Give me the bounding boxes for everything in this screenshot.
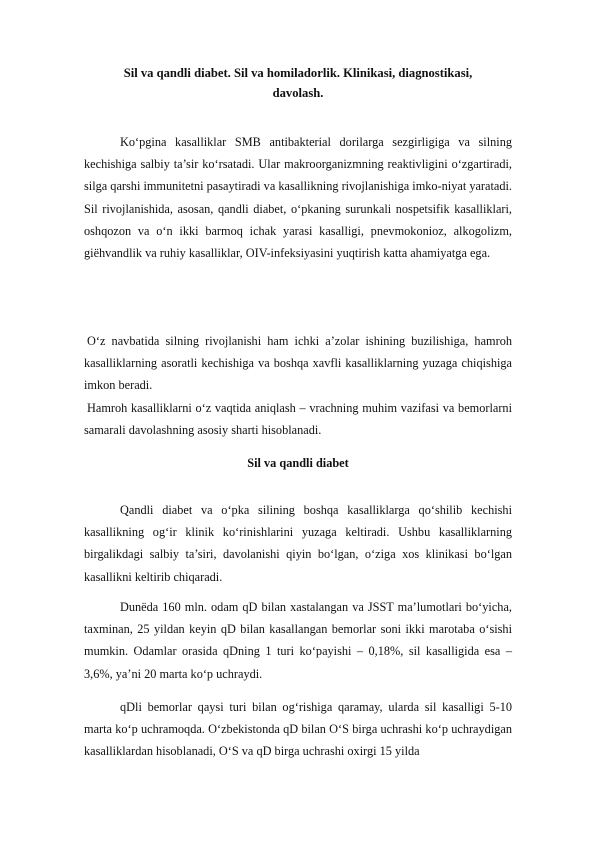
paragraph-uzbekistan: qDli bemorlar qaysi turi bilan og‘rishiga qaramay, ularda sil kasalligi 5-10 marta ko‘p uchramoqda. O‘zbekistonda qD bilan O‘S birga uchrashi ko‘p uchraydigan kasalliklardan hisoblanadi, O‘S va qD birga uchrashi oxirgi 15 yilda [84, 700, 512, 759]
paragraph-statistics: Dunёda 160 mln. odam qD bilan xastalangan va JSST ma’lumotlari bo‘yicha, taxminan, 25 yildan keyin qD bilan kasallangan bemorlar soni ikki marotaba o‘sishi mumkin. Odamlar orasida qDning 1 turi ko‘payishi – 0,18%, sil kasalligida esa – 3,6%, ya’ni 20 marta ko‘p uchraydi. [84, 600, 512, 681]
paragraph-detection: Hamroh kasalliklarni o‘z vaqtida aniqlash – vrachning muhim vazifasi va bemorlarni samarali davolashning asosiy sharti hisoblanadi. [84, 401, 512, 438]
paragraph-complications: O‘z navbatida silning rivojlanishi ham ichki a’zolar ishining buzilishiga, hamroh kasalliklarning asoratli kechishiga va boshqa xavfli kasalliklarning yuzaga chiqishiga imkon beradi. [84, 334, 512, 393]
paragraph-diabetes-tb: Qandli diabet va o‘pka silining boshqa kasalliklarga qo‘shilib kechishi kasallikning og‘ir klinik ko‘rinishlarini yuzaga keltiradi. Ushbu kasalliklarning birgalikdagi salbiy ta’siri, davolanishi qiyin bo‘lgan, o‘ziga xos klinikasi bo‘lgan kasallikni keltirib chiqaradi. [84, 503, 512, 584]
document-title: Sil va qandli diabet. Sil va homiladorlik. Klinikasi, diagnostikasi, [123, 66, 473, 80]
document-title-continued: davolash. [272, 86, 324, 100]
section-heading: Sil va qandli diabet [247, 456, 349, 470]
paragraph-comorbidities: Ko‘pgina kasalliklar SMB antibakterial dorilarga sezgirligiga va silning kechishiga salbiy ta’sir ko‘rsatadi. Ular makroorganizmning reaktivligini o‘zgartiradi, silga qarshi immunitetni pasaytiradi va kasallikning rivojlanishiga imko-niyat yaratadi. Sil rivojlanishida, asosan, qandli diabet, o‘pkaning surunkali nospetsifik kasalliklari, oshqozon va o‘n ikki barmoq ichak yarasi kasalligi, pnevmokonioz, alkogolizm, giёhvandlik va ruhiy kasalliklar, OIV-infeksiyasini yuqtirish katta ahamiyatga ega. [84, 135, 512, 261]
